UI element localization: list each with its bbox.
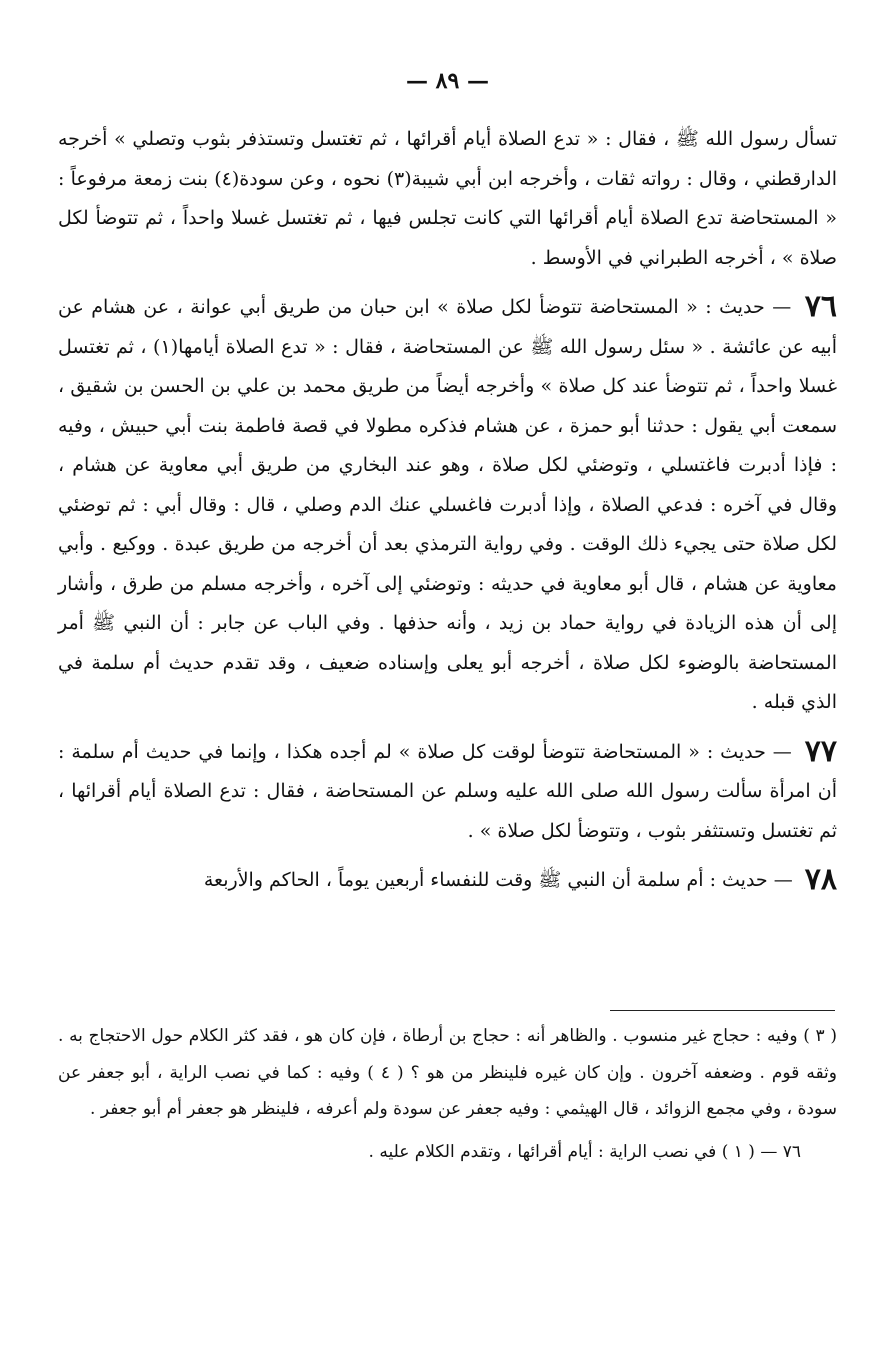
paragraph-continuation [58, 120, 837, 278]
footnote-3-4: ( ٣ ) وفيه : حجاج غير منسوب . والظاهر أنه : حجاج بن أرطاة ، فإن كان هو ، فقد كثر الكلام حول الاحتجاج به . وثقه قوم . وضعفه آخرون . وإن كان غيره فلينظر من هو ؟ ( ٤ ) وفيه : كما في نصب الراية ، أبو جعفر عن سودة ، وفي مجمع الزوائد ، قال الهيثمي : وفيه جعفر عن سودة ولم أعرفه ، فلينظر هو جعفر أم أبو جعفر . [58, 1026, 837, 1119]
main-text [58, 120, 837, 910]
paragraph-text: — حديث : أم سلمة أن النبي ﷺ وقت للنفساء أربعين يوماً ، الحاكم والأربعة [203, 869, 793, 891]
paragraph-text: تسأل رسول الله ﷺ ، فقال : « تدع الصلاة أيام أقرائها ، ثم تغتسل وتستذفر بثوب وتصلي » أخرجه الدارقطني ، وقال : رواته ثقات ، وأخرجه ابن أبي شيبة(٣) نحوه ، وعن سودة(٤) بنت زمعة مرفوعاً : « المستحاضة تدع الصلاة أيام أقرائها التي كانت تجلس فيها ، ثم تغتسل غسلا واحداً ، ثم تتوضأ لكل صلاة » ، أخرجه الطبراني في الأوسط . [58, 128, 837, 269]
hadith-number: ٧٧ [804, 733, 838, 769]
page-number: — ٨٩ — [406, 68, 489, 94]
hadith-number: ٧٦ [804, 289, 838, 324]
paragraph-text: — حديث : « المستحاضة تتوضأ لكل صلاة » ابن حبان من طريق أبي عوانة ، عن هشام عن أبيه عن عائشة . « سئل رسول الله ﷺ عن المستحاضة ، فقال : « تدع الصلاة أيامها(١) ، ثم تغتسل غسلا واحداً ، ثم تتوضأ عند كل صلاة » وأخرجه أيضاً من طريق محمد بن علي بن الحسن بن شقيق ، سمعت أبي يقول : حدثنا أبو حمزة ، عن هشام فذكره مطولا في قصة فاطمة بنت أبي حبيش ، وفيه : فإذا أدبرت فاغتسلي ، وتوضئي لكل صلاة ، وهو عند البخاري من طريق أبي معاوية عن هشام ، وقال في آخره : فدعي الصلاة ، وإذا أدبرت فاغسلي عنك الدم وصلي ، قال : وقال أبي : ثم توضئي لكل صلاة حتى يجيء ذلك الوقت . وفي رواية الترمذي بعد أن أخرجه من طريق عبدة . ووكيع . وأبي معاوية عن هشام ، قال أبو معاوية في حديثه : وتوضئي إلى آخره ، وأخرجه مسلم من طرق ، وأشار إلى أن هذه الزيادة في رواية حماد بن زيد ، وأنه حذفها . وفي الباب عن جابر : أن النبي ﷺ أمر المستحاضة بالوضوء لكل صلاة ، أخرجه أبو يعلى وإسناده ضعيف ، وقد تقدم حديث أم سلمة في الذي قبله . [58, 296, 837, 713]
paragraph-76 [58, 287, 837, 723]
footnote-76-1: ٧٦ — ( ١ ) في نصب الراية : أيام أقرائها ، وتقدم الكلام عليه . [368, 1141, 801, 1162]
paragraph-text: — حديث : « المستحاضة تتوضأ لوقت كل صلاة » لم أجده هكذا ، وإنما في حديث أم سلمة : أن امرأة سألت رسول الله صلى الله عليه وسلم عن المستحاضة ، فقال : تدع الصلاة أيام أقرائها ، ثم تغتسل وتستثفر بثوب ، وتتوضأ لكل صلاة » . [58, 740, 837, 842]
footnotes [58, 1018, 837, 1170]
hadith-number: ٧٨ [804, 862, 837, 897]
footnote-separator [610, 1010, 835, 1011]
paragraph-77 [58, 732, 837, 852]
paragraph-78 [58, 860, 837, 901]
